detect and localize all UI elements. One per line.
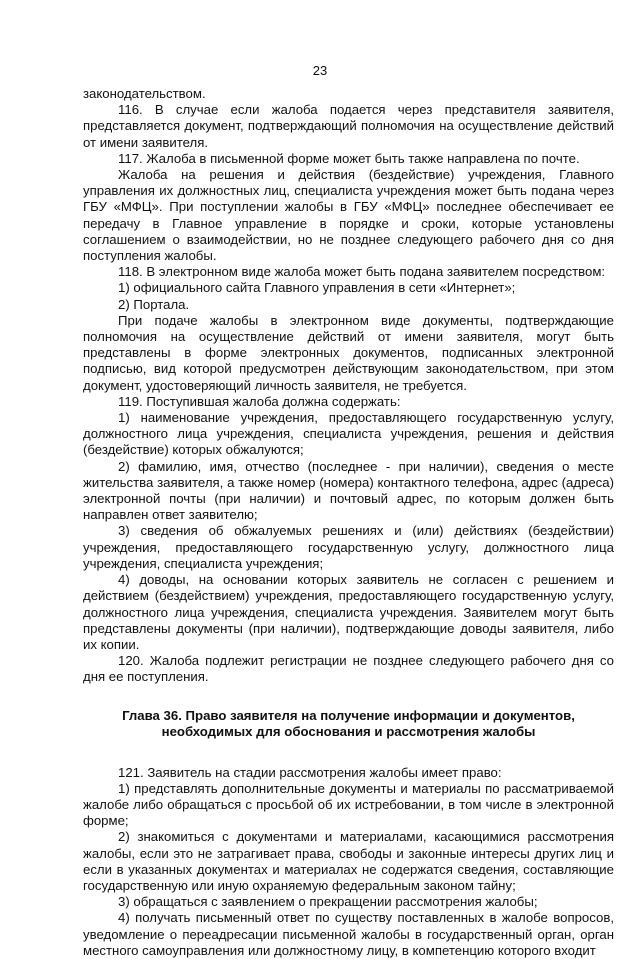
paragraph: Жалоба на решения и действия (бездействие) учреждения, Главного управления их должностных лиц, специалиста учреждения может быть подана через ГБУ «МФЦ». При поступлении жалобы в ГБУ «МФЦ» последнее обеспечивает ее передачу в Главное управление в порядке и сроки, которые установлены соглашением о взаимодействии, но не позднее следующего рабочего дня со дня поступления жалобы. [83,167,614,264]
paragraph: 117. Жалоба в письменной форме может быть также направлена по почте. [118,150,580,166]
paragraph: 120. Жалоба подлежит регистрации не позднее следующего рабочего дня со дня ее поступления. [83,653,614,685]
paragraph: При подаче жалобы в электронном виде документы, подтверждающие полномочия на осуществление действий от имени заявителя, могут быть представлены в форме электронных документов, подписанных электронной подписью, вид которой предусмотрен действующим законодательством, при этом документ, удостоверяющий личность заявителя, не требуется. [83,312,614,393]
paragraph: 1) представлять дополнительные документы и материалы по рассматриваемой жалобе либо обращаться с просьбой об их истребовании, в том числе в электронной форме; [83,780,614,829]
paragraphs-before [83,86,614,686]
paragraph: 118. В электронном виде жалоба может быть подана заявителем посредством: [118,264,606,280]
paragraph: 2) Портала. [118,296,190,312]
paragraph: 3) сведения об обжалуемых решениях и (или) действиях (бездействии) учреждения, предоставляющего государственную услугу, должностного лица учреждения, специалиста учреждения; [83,523,614,571]
chapter-heading [83,708,614,741]
paragraph: 2) фамилию, имя, отчество (последнее - при наличии), сведения о месте жительства заявителя, а также номер (номера) контактного телефона, адрес (адреса) электронной почты (при наличии) и почтовый адрес, по которым должен быть направлен ответ заявителю; [83,458,614,523]
paragraph: 119. Поступившая жалоба должна содержать: [118,393,401,409]
paragraph: 3) обращаться с заявлением о прекращении рассмотрения жалобы; [118,894,538,910]
paragraph: 116. В случае если жалоба подается через представителя заявителя, представляется документ, подтверждающий полномочия на осуществление действий от имени заявителя. [83,102,614,150]
paragraph: 2) знакомиться с документами и материалами, касающимися рассмотрения жалобы, если это не затрагивает права, свободы и законные интересы других лиц и если в указанных документах и материалах не содержатся сведения, составляющие государственную или иную охраняемую федеральным законом тайну; [83,829,614,893]
paragraph: 4) получать письменный ответ по существу поставленных в жалобе вопросов, уведомление о переадресации письменной жалобы в государственный орган, орган местного самоуправления или должностному лицу, в компетенцию которого входит [83,910,614,958]
chapter-heading-line1: Глава 36. Право заявителя на получение информации и документов, [122,707,575,723]
paragraph: 1) наименование учреждения, предоставляющего государственную услугу, должностного лица учреждения, специалиста учреждения, решения и действия (бездействие) которых обжалуются; [83,410,614,458]
paragraphs-after [83,765,614,959]
paragraph: 1) официального сайта Главного управления в сети «Интернет»; [118,280,516,296]
paragraph: законодательством. [83,86,206,101]
paragraph: 121. Заявитель на стадии рассмотрения жалобы имеет право: [118,764,502,780]
page-number: 23 [312,63,328,78]
document-body [83,86,614,959]
paragraph: 4) доводы, на основании которых заявитель не согласен с решением и действием (бездействием) учреждения, предоставляющего государственную услугу, должностного лица учреждения, специалиста учреждения. Заявителем могут быть представлены документы (при наличии), подтверждающие доводы заявителя, либо их копии. [83,572,614,652]
chapter-heading-line2: необходимых для обоснования и рассмотрения жалобы [161,724,536,740]
